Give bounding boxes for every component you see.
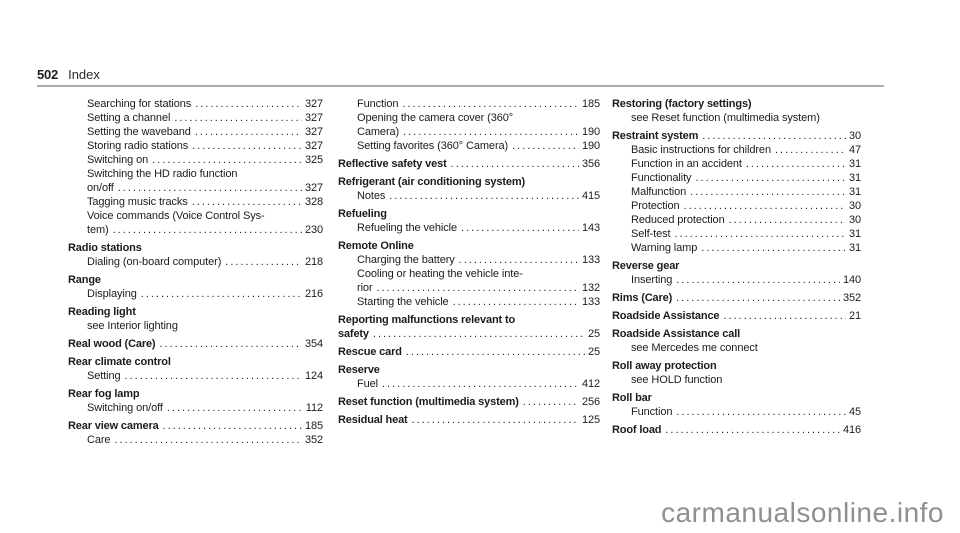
page-number: 190	[581, 140, 600, 152]
dot-leader	[746, 157, 846, 171]
dot-leader	[389, 189, 579, 203]
index-heading	[68, 241, 323, 255]
dot-leader	[775, 143, 846, 157]
index-heading	[338, 207, 600, 221]
index-heading	[338, 313, 600, 327]
dot-leader	[461, 221, 579, 235]
page-number: 30	[848, 200, 861, 212]
index-heading	[68, 337, 323, 351]
page-number: 31	[848, 158, 861, 170]
index-heading	[68, 305, 323, 319]
index-entry	[338, 97, 600, 111]
dot-leader	[192, 195, 302, 209]
entry-label: Rear climate control	[68, 356, 171, 368]
dot-leader	[676, 291, 840, 305]
index-entry	[338, 125, 600, 139]
index-heading	[612, 359, 861, 373]
index-entry	[68, 153, 323, 167]
dot-leader	[406, 345, 585, 359]
index-entry	[612, 373, 861, 387]
index-entry	[612, 405, 861, 419]
index-entry	[338, 295, 600, 309]
index-heading	[338, 395, 600, 409]
index-entry	[612, 111, 861, 125]
page-number: 416	[842, 424, 861, 436]
entry-label: rior	[357, 282, 373, 294]
entry-label: see HOLD function	[631, 374, 723, 386]
page-number: 256	[581, 396, 600, 408]
dot-leader	[141, 287, 302, 301]
index-heading	[612, 391, 861, 405]
entry-label: tem)	[87, 224, 109, 236]
index-heading	[338, 363, 600, 377]
page-number: 30	[848, 130, 861, 142]
entry-label: Roadside Assistance call	[612, 328, 741, 340]
page-number: 415	[581, 190, 600, 202]
dot-leader	[412, 413, 579, 427]
entry-label: Starting the vehicle	[357, 296, 449, 308]
index-entry	[68, 319, 323, 333]
header-rule	[37, 85, 884, 87]
index-entry	[338, 267, 600, 281]
entry-label: Searching for stations	[87, 98, 192, 110]
page-number: 356	[581, 158, 600, 170]
dot-leader	[690, 185, 846, 199]
page-number: 125	[581, 414, 600, 426]
index-entry	[612, 171, 861, 185]
dot-leader	[192, 139, 302, 153]
entry-label: Switching the HD radio function	[87, 168, 238, 180]
dot-leader	[523, 395, 579, 409]
entry-label: Setting	[87, 370, 121, 382]
page-number: 218	[304, 256, 323, 268]
dot-leader	[113, 223, 302, 237]
page-number: 325	[304, 154, 323, 166]
index-heading	[612, 291, 861, 305]
entry-label: Voice commands (Voice Control Sys-	[87, 210, 265, 222]
page-number: 185	[581, 98, 600, 110]
entry-label: Refrigerant (air conditioning system)	[338, 176, 525, 188]
index-column	[68, 97, 323, 447]
entry-label: Function	[631, 406, 673, 418]
dot-leader	[702, 129, 846, 143]
page-number: 31	[848, 242, 861, 254]
entry-label: Opening the camera cover (360°	[357, 112, 514, 124]
entry-label: Warning lamp	[631, 242, 698, 254]
dot-leader	[125, 369, 302, 383]
page-number: 327	[304, 140, 323, 152]
index-heading	[68, 355, 323, 369]
index-entry	[338, 253, 600, 267]
entry-label: Remote Online	[338, 240, 414, 252]
index-entry	[338, 377, 600, 391]
index-entry	[612, 199, 861, 213]
index-entry	[68, 125, 323, 139]
entry-label: Roadside Assistance	[612, 310, 720, 322]
index-entry	[612, 241, 861, 255]
index-entry	[68, 255, 323, 269]
dot-leader	[373, 327, 585, 341]
page-number: 133	[581, 296, 600, 308]
dot-leader	[451, 157, 579, 171]
index-heading	[68, 387, 323, 401]
index-entry	[68, 97, 323, 111]
entry-label: Rear fog lamp	[68, 388, 140, 400]
dot-leader	[377, 281, 579, 295]
dot-leader	[729, 213, 846, 227]
entry-label: Inserting	[631, 274, 673, 286]
index-entry	[68, 433, 323, 447]
dot-leader	[701, 241, 846, 255]
index-entry	[612, 227, 861, 241]
entry-label: see Reset function (multimedia system)	[631, 112, 820, 124]
index-entry	[68, 287, 323, 301]
entry-label: Storing radio stations	[87, 140, 189, 152]
dot-leader	[676, 273, 840, 287]
index-entry	[68, 369, 323, 383]
index-entry	[612, 273, 861, 287]
index-entry	[68, 223, 323, 237]
index-heading	[612, 259, 861, 273]
page-number: 327	[304, 98, 323, 110]
dot-leader	[195, 97, 302, 111]
entry-label: Refueling the vehicle	[357, 222, 458, 234]
entry-label: Notes	[357, 190, 386, 202]
entry-label: Setting favorites (360° Camera)	[357, 140, 509, 152]
index-entry	[612, 157, 861, 171]
dot-leader	[174, 111, 302, 125]
index-entry	[612, 341, 861, 355]
page-number: 21	[848, 310, 861, 322]
entry-label: Radio stations	[68, 242, 142, 254]
entry-label: Reduced protection	[631, 214, 725, 226]
index-column	[338, 97, 600, 427]
dot-leader	[459, 253, 579, 267]
dot-leader	[163, 419, 302, 433]
entry-label: Reserve	[338, 364, 380, 376]
entry-label: Function in an accident	[631, 158, 742, 170]
entry-label: Rear view camera	[68, 420, 159, 432]
entry-label: on/off	[87, 182, 114, 194]
entry-label: Camera)	[357, 126, 400, 138]
entry-label: Switching on	[87, 154, 149, 166]
index-entry	[612, 143, 861, 157]
dot-leader	[225, 255, 302, 269]
index-entry	[68, 167, 323, 181]
index-entry	[68, 139, 323, 153]
entry-label: Restoring (factory settings)	[612, 98, 752, 110]
dot-leader	[195, 125, 302, 139]
page-number: 143	[581, 222, 600, 234]
dot-leader	[403, 125, 579, 139]
page-number: 31	[848, 228, 861, 240]
index-heading	[338, 239, 600, 253]
page-number: 190	[581, 126, 600, 138]
entry-label: Malfunction	[631, 186, 687, 198]
index-entry	[612, 185, 861, 199]
entry-label: Cooling or heating the vehicle inte-	[357, 268, 523, 280]
entry-label: Residual heat	[338, 414, 408, 426]
index-heading	[68, 419, 323, 433]
entry-label: Restraint system	[612, 130, 699, 142]
entry-label: Care	[87, 434, 111, 446]
index-entry	[612, 213, 861, 227]
entry-label: Roof load	[612, 424, 662, 436]
index-entry	[338, 139, 600, 153]
entry-label: Basic instructions for children	[631, 144, 771, 156]
page-number-header: 502	[37, 67, 59, 82]
page-number: 327	[304, 182, 323, 194]
index-entry	[68, 209, 323, 223]
dot-leader	[512, 139, 579, 153]
index-entry	[338, 189, 600, 203]
section-title: Index	[68, 67, 100, 82]
index-entry	[68, 401, 323, 415]
page-number: 185	[304, 420, 323, 432]
page-number: 47	[848, 144, 861, 156]
page-number: 25	[587, 346, 600, 358]
index-heading	[338, 345, 600, 359]
entry-label: Setting the waveband	[87, 126, 191, 138]
entry-label: Reset function (multimedia system)	[338, 396, 519, 408]
dot-leader	[114, 433, 301, 447]
entry-label: Roll bar	[612, 392, 652, 404]
entry-label: Rims (Care)	[612, 292, 673, 304]
entry-label: Displaying	[87, 288, 137, 300]
dot-leader	[723, 309, 846, 323]
entry-label: Setting a channel	[87, 112, 171, 124]
entry-label: Roll away protection	[612, 360, 717, 372]
dot-leader	[674, 227, 846, 241]
index-entry	[68, 195, 323, 209]
entry-label: Range	[68, 274, 101, 286]
dot-leader	[159, 337, 301, 351]
dot-leader	[402, 97, 579, 111]
index-entry	[338, 281, 600, 295]
index-heading	[612, 423, 861, 437]
entry-label: Dialing (on-board computer)	[87, 256, 222, 268]
dot-leader	[695, 171, 846, 185]
index-heading	[338, 327, 600, 341]
index-entry	[68, 181, 323, 195]
page-number: 352	[304, 434, 323, 446]
entry-label: Real wood (Care)	[68, 338, 156, 350]
index-heading	[612, 309, 861, 323]
entry-label: Rescue card	[338, 346, 402, 358]
index-heading	[338, 413, 600, 427]
page-number: 133	[581, 254, 600, 266]
index-heading	[338, 157, 600, 171]
page-number: 354	[304, 338, 323, 350]
entry-label: Reflective safety vest	[338, 158, 447, 170]
page-header	[37, 67, 100, 82]
entry-label: Reverse gear	[612, 260, 680, 272]
page-number: 132	[581, 282, 600, 294]
entry-label: Tagging music tracks	[87, 196, 188, 208]
watermark: carmanualsonline.info	[661, 497, 944, 528]
index-heading	[68, 273, 323, 287]
index-column	[612, 97, 861, 437]
page-number: 327	[304, 126, 323, 138]
dot-leader	[453, 295, 579, 309]
index-heading	[612, 327, 861, 341]
entry-label: Switching on/off	[87, 402, 163, 414]
entry-label: Protection	[631, 200, 680, 212]
index-heading	[612, 129, 861, 143]
entry-label: Reporting malfunctions relevant to	[338, 314, 516, 326]
page-number: 230	[304, 224, 323, 236]
entry-label: Reading light	[68, 306, 136, 318]
page-number: 327	[304, 112, 323, 124]
dot-leader	[665, 423, 840, 437]
dot-leader	[684, 199, 846, 213]
page-number: 216	[304, 288, 323, 300]
page-number: 31	[848, 186, 861, 198]
entry-label: Self-test	[631, 228, 671, 240]
page-number: 25	[587, 328, 600, 340]
dot-leader	[382, 377, 579, 391]
index-entry	[338, 111, 600, 125]
page-number: 31	[848, 172, 861, 184]
dot-leader	[676, 405, 846, 419]
entry-label: Refueling	[338, 208, 387, 220]
dot-leader	[118, 181, 302, 195]
page-number: 352	[842, 292, 861, 304]
entry-label: see Mercedes me connect	[631, 342, 758, 354]
page-number: 140	[842, 274, 861, 286]
entry-label: Fuel	[357, 378, 378, 390]
index-entry	[338, 221, 600, 235]
entry-label: Charging the battery	[357, 254, 455, 266]
index-heading	[338, 175, 600, 189]
index-entry	[68, 111, 323, 125]
page-number: 328	[304, 196, 323, 208]
page-number: 30	[848, 214, 861, 226]
page-number: 124	[304, 370, 323, 382]
dot-leader	[152, 153, 302, 167]
index-heading	[612, 97, 861, 111]
page-number: 412	[581, 378, 600, 390]
dot-leader	[167, 401, 303, 415]
page-number: 112	[305, 402, 323, 414]
entry-label: Function	[357, 98, 399, 110]
page-number: 45	[848, 406, 861, 418]
entry-label: see Interior lighting	[87, 320, 178, 332]
entry-label: Functionality	[631, 172, 692, 184]
entry-label: safety	[338, 328, 369, 340]
